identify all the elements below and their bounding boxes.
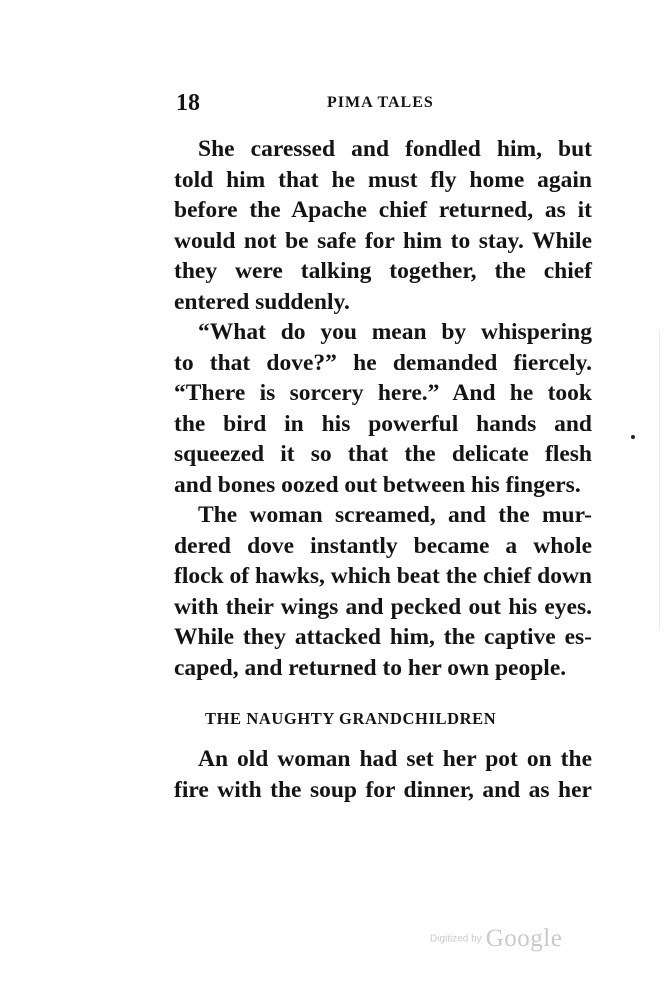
google-logo: Google (485, 925, 563, 952)
text-line: “What do you mean by whispering (198, 319, 592, 345)
text-line: they were talking together, the chief (174, 258, 592, 284)
paragraph (174, 744, 592, 805)
text-line: told him that he must fly home again (174, 166, 592, 193)
text-line: An old woman had set her pot on the (198, 746, 592, 772)
running-title: PIMA TALES (327, 94, 434, 111)
page-edge-shadow (659, 330, 660, 630)
text-line: before the Apache chief returned, as it (174, 197, 592, 223)
text-line: the bird in his powerful hands and (174, 410, 592, 437)
text-line: While they attacked him, the captive es- (174, 624, 592, 650)
scan-speck (631, 435, 635, 439)
page-number: 18 (176, 90, 200, 116)
text-line: and bones oozed out between his fingers. (174, 471, 581, 498)
watermark-prefix: Digitized by (430, 933, 482, 945)
paragraph (174, 134, 592, 317)
text-line: “There is sorcery here.” And he took (174, 380, 592, 406)
text-line: would not be safe for him to stay. While (174, 227, 592, 254)
text-line: entered suddenly. (174, 288, 350, 315)
text-line: caped, and returned to her own people. (174, 654, 567, 681)
text-line: fire with the soup for dinner, and as her (174, 776, 592, 803)
text-line: with their wings and pecked out his eyes. (174, 593, 592, 620)
digitized-by-google-watermark (430, 925, 562, 955)
text-line: to that dove?” he demanded fiercely. (174, 349, 592, 376)
paragraph (174, 317, 592, 500)
text-line: The woman screamed, and the mur- (198, 502, 592, 528)
text-line: dered dove instantly became a whole (174, 532, 592, 559)
text-line: She caressed and fondled him, but (198, 136, 592, 162)
running-header (176, 88, 592, 118)
text-line: squeezed it so that the delicate flesh (174, 441, 592, 467)
paragraph (174, 500, 592, 683)
text-line: flock of hawks, which beat the chief down (174, 563, 592, 589)
section-heading: THE NAUGHTY GRANDCHILDREN (205, 709, 497, 728)
